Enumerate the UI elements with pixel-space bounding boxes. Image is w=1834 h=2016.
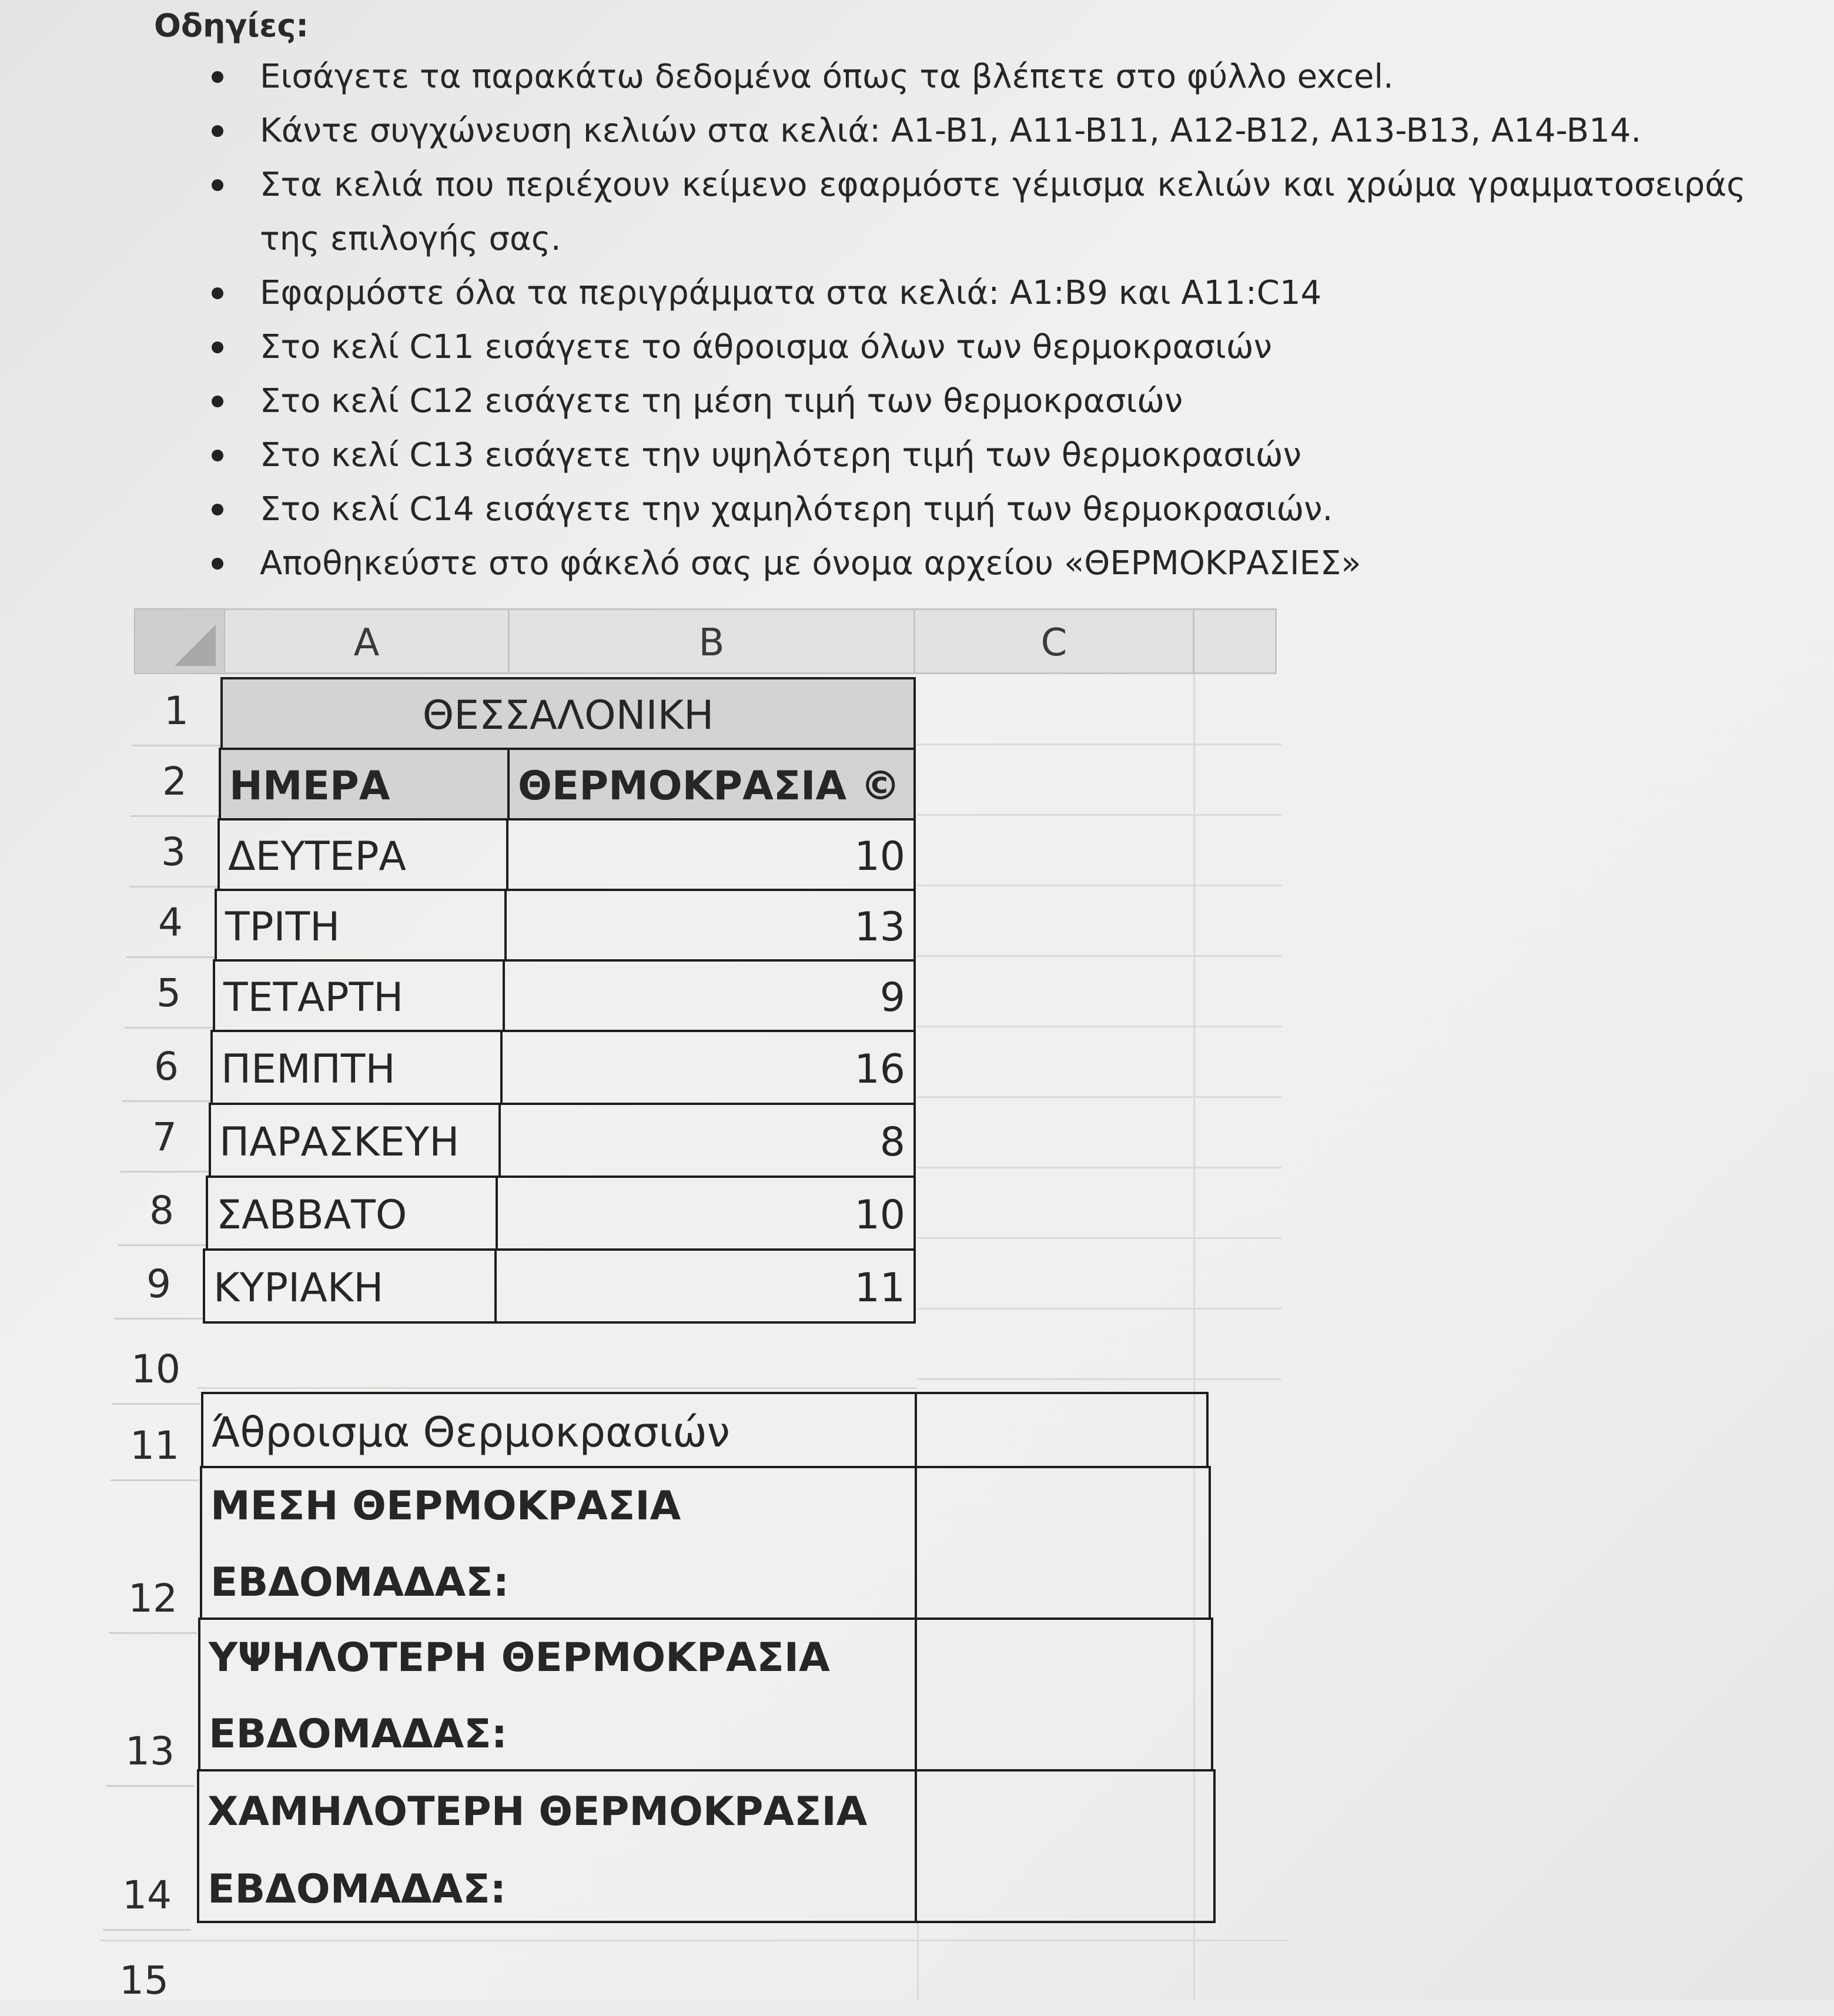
avg-label-line-2: ΕΒΔΟΜΑΔΑΣ: xyxy=(210,1559,509,1606)
temp-cell[interactable]: 11 xyxy=(494,1248,916,1324)
avg-label-cell[interactable] xyxy=(200,1466,917,1620)
gridline xyxy=(917,955,1281,957)
gridline xyxy=(917,1096,1281,1098)
row-header[interactable]: 13 xyxy=(106,1716,194,1787)
instruction-item: Στο κελί C14 εισάγετε την χαμηλότερη τιμή των θερμοκρασιών. xyxy=(206,483,1746,537)
row-header[interactable]: 12 xyxy=(109,1563,197,1634)
column-header-a[interactable]: A xyxy=(225,608,510,674)
gridline xyxy=(100,1940,1287,1941)
title-cell[interactable]: ΘΕΣΣΑΛΟΝΙΚΗ xyxy=(220,677,916,750)
instruction-item: Στο κελί C13 εισάγετε την υψηλότερη τιμή των θερμοκρασιών xyxy=(206,428,1746,483)
gridline xyxy=(917,1378,1281,1380)
row-header[interactable]: 14 xyxy=(103,1860,191,1931)
temp-cell[interactable]: 10 xyxy=(496,1176,916,1251)
row-header[interactable]: 10 xyxy=(112,1334,200,1405)
gridline xyxy=(917,885,1281,886)
sum-label-cell[interactable]: Άθροισμα Θερμοκρασιών xyxy=(201,1392,917,1468)
max-label-line-1: ΥΨΗΛΟΤΕΡΗ ΘΕΡΜΟΚΡΑΣΙΑ xyxy=(209,1635,830,1681)
instructions-list xyxy=(206,50,1746,591)
temp-cell[interactable]: 16 xyxy=(500,1030,916,1105)
temp-cell[interactable]: 8 xyxy=(498,1103,916,1178)
column-header-blank xyxy=(1194,608,1277,674)
day-cell[interactable]: ΚΥΡΙΑΚΗ xyxy=(203,1248,497,1324)
min-label-cell[interactable] xyxy=(197,1769,917,1923)
gridline xyxy=(917,1026,1281,1027)
day-cell[interactable]: ΤΡΙΤΗ xyxy=(215,889,507,962)
row-header[interactable]: 9 xyxy=(115,1249,203,1320)
header-temp-cell[interactable]: ΘΕΡΜΟΚΡΑΣΙΑ © xyxy=(507,748,916,821)
instruction-item: Εφαρμόστε όλα τα περιγράμματα στα κελιά: A1:B9 και A11:C14 xyxy=(206,266,1746,320)
sum-value-cell[interactable] xyxy=(915,1392,1209,1468)
day-cell[interactable]: ΔΕΥΤΕΡΑ xyxy=(217,818,508,891)
instruction-item: Στο κελί C11 εισάγετε το άθροισμα όλων των θερμοκρασιών xyxy=(206,320,1746,374)
row-header[interactable]: 5 xyxy=(125,958,213,1029)
day-cell[interactable]: ΤΕΤΑΡΤΗ xyxy=(213,959,505,1032)
day-cell[interactable]: ΠΑΡΑΣΚΕΥΗ xyxy=(209,1103,501,1178)
instruction-item: Αποθηκεύστε στο φάκελό σας με όνομα αρχείου «ΘΕΡΜΟΚΡΑΣΙΕΣ» xyxy=(206,537,1746,591)
column-header-b[interactable]: B xyxy=(510,608,915,674)
max-label-line-2: ΕΒΔΟΜΑΔΑΣ: xyxy=(209,1711,507,1757)
min-label-line-1: ΧΑΜΗΛΟΤΕΡΗ ΘΕΡΜΟΚΡΑΣΙΑ xyxy=(208,1789,868,1835)
temp-cell[interactable]: 10 xyxy=(506,818,916,891)
temp-cell[interactable]: 13 xyxy=(504,889,916,962)
row-header[interactable]: 15 xyxy=(119,1958,169,2003)
row-header[interactable]: 7 xyxy=(121,1102,209,1173)
gridline xyxy=(197,1387,917,1389)
row-header[interactable]: 3 xyxy=(129,817,217,888)
gridline xyxy=(917,1919,919,2000)
row-header[interactable]: 2 xyxy=(130,746,219,817)
instruction-item: Στα κελιά που περιέχουν κείμενο εφαρμόστε γέμισμα κελιών και χρώμα γραμματοσειράς της επιλογής σας. xyxy=(206,158,1746,266)
day-cell[interactable]: ΠΕΜΠΤΗ xyxy=(210,1030,503,1105)
instruction-item: Κάντε συγχώνευση κελιών στα κελιά: A1-B1, A11-B11, A12-B12, A13-B13, A14-B14. xyxy=(206,104,1746,158)
gridline xyxy=(917,1167,1281,1168)
header-day-cell[interactable]: ΗΜΕΡΑ xyxy=(219,748,510,821)
temp-cell[interactable]: 9 xyxy=(503,959,916,1032)
row-header[interactable]: 6 xyxy=(122,1032,210,1102)
min-label-line-2: ΕΒΔΟΜΑΔΑΣ: xyxy=(208,1866,506,1913)
avg-label-line-1: ΜΕΣΗ ΘΕΡΜΟΚΡΑΣΙΑ xyxy=(210,1483,681,1529)
instructions-heading: Οδηγίες: xyxy=(154,7,309,44)
instruction-item: Στο κελί C12 εισάγετε τη μέση τιμή των θερμοκρασιών xyxy=(206,374,1746,428)
max-label-cell[interactable] xyxy=(198,1618,917,1771)
column-header-c[interactable]: C xyxy=(915,608,1194,674)
avg-value-cell[interactable] xyxy=(915,1466,1211,1620)
row-header[interactable]: 11 xyxy=(111,1411,199,1481)
gridline xyxy=(917,1237,1281,1239)
gridline xyxy=(917,744,1281,745)
gridline xyxy=(917,814,1281,816)
select-all-corner[interactable] xyxy=(134,608,225,674)
gridline xyxy=(917,1308,1281,1310)
min-value-cell[interactable] xyxy=(915,1769,1216,1923)
row-header[interactable]: 4 xyxy=(126,888,215,958)
instruction-item: Εισάγετε τα παρακάτω δεδομένα όπως τα βλέπετε στο φύλλο excel. xyxy=(206,50,1746,104)
day-cell[interactable]: ΣΑΒΒΑΤΟ xyxy=(206,1176,498,1251)
row-header[interactable]: 8 xyxy=(118,1176,206,1246)
row-header[interactable]: 1 xyxy=(132,676,220,746)
max-value-cell[interactable] xyxy=(915,1618,1213,1771)
